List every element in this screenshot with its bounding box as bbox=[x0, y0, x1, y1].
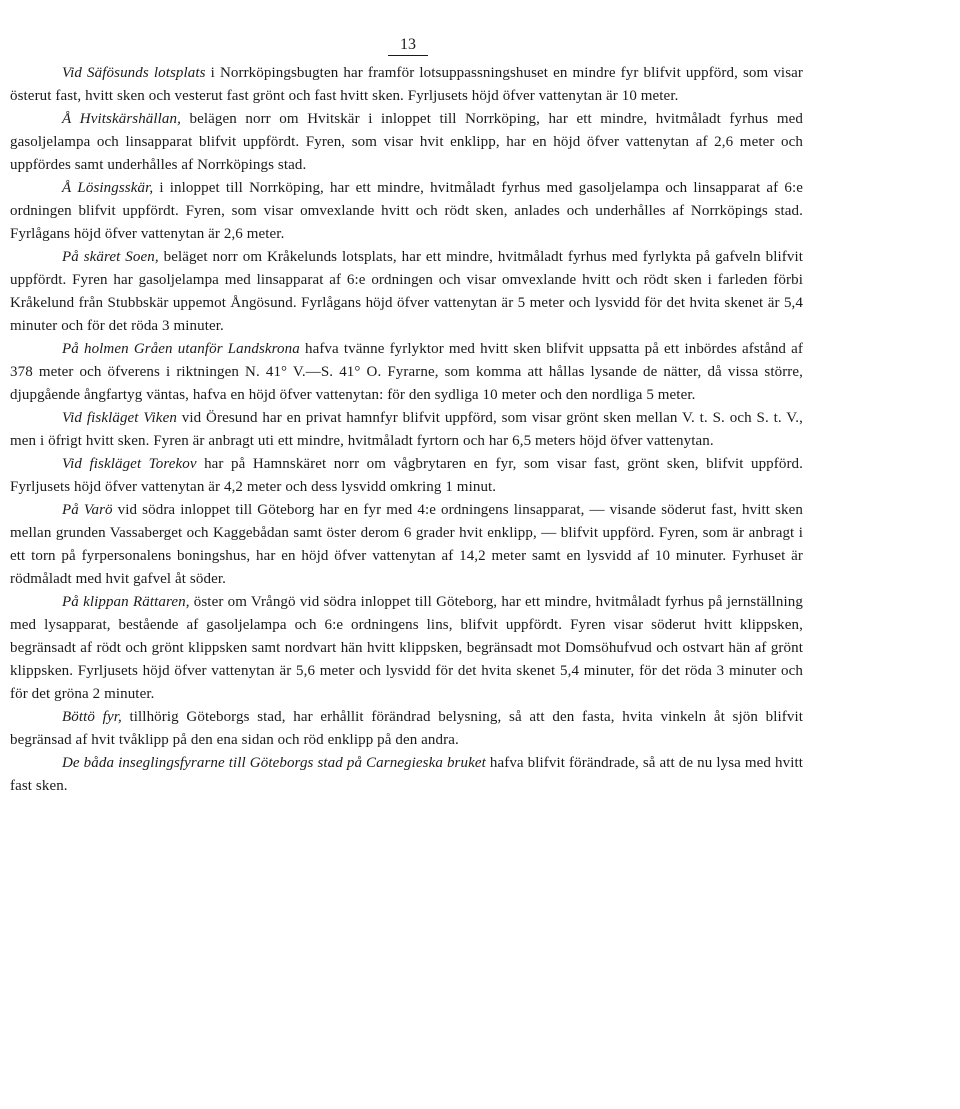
paragraph-lead: Å Lösingsskär, bbox=[62, 180, 154, 196]
paragraph-botto bbox=[10, 706, 803, 752]
paragraph-text: vid Öresund har en privat hamnfyr blifvit uppförd, som visar grönt sken mellan V. t. S. och S. t. V., men i öfrigt hvitt sken. Fyren är anbragt uti ett mindre, hvitmåladt fyrtorn och har 6,5 meters höjd öfver vattenytan. bbox=[10, 410, 803, 449]
paragraph-lead: På klippan Rättaren, bbox=[62, 594, 190, 610]
paragraph-losingsskar bbox=[10, 177, 803, 246]
paragraph-text: har på Hamnskäret norr om vågbrytaren en fyr, som visar fast, grönt sken, blifvit uppförd. Fyrljusets höjd öfver vattenytan är 4,2 meter och dess lysvidd omkring 1 minut. bbox=[10, 456, 804, 495]
paragraph-rattaren bbox=[10, 591, 803, 706]
paragraph-lead: På holmen Gråen utanför Landskrona bbox=[62, 341, 300, 357]
paragraph-text: tillhörig Göteborgs stad, har erhållit förändrad belysning, så att den fasta, hvita vinkeln åt sjön blifvit begränsad af hvit tvåklipp på den ena sidan och röd enklipp på den andra. bbox=[10, 709, 803, 748]
paragraph-lead: På skäret Soen, bbox=[62, 249, 159, 265]
paragraph-carnegieska bbox=[10, 752, 803, 798]
paragraph-lead: Vid fiskläget Viken bbox=[62, 410, 177, 426]
paragraph-safosund bbox=[10, 62, 803, 108]
paragraph-text: beläget norr om Kråkelunds lotsplats, har ett mindre, hvitmåladt fyrhus med fyrlykta på gafveln blifvit uppfördt. Fyren har gasoljelampa med linsapparat af 6:e ordningen och visar omvexlande hvitt och rödt sken i farleden förbi Kråkelund från Stubbskär uppemot Ångösund. Fyrlågans höjd öfver vattenytan är 5 meter och lysvidd för det hvita skenet är 5,4 minuter och för det röda 3 minuter. bbox=[10, 249, 803, 334]
paragraph-lead: Böttö fyr, bbox=[62, 709, 122, 725]
paragraph-lead: De båda inseglingsfyrarne till Göteborgs stad på Carnegieska bruket bbox=[62, 755, 486, 771]
paragraph-text: hafva blifvit förändrade, så att de nu lysa med hvitt fast sken. bbox=[10, 755, 803, 794]
page-number: 13 bbox=[388, 36, 428, 56]
paragraph-text: i Norrköpingsbugten har framför lotsuppassningshuset en mindre fyr blifvit uppförd, som visar österut fast, hvitt sken och vesterut fast grönt och fast hvitt sken. Fyrljusets höjd öfver vattenytan är 10 meter. bbox=[10, 65, 803, 104]
paragraph-viken bbox=[10, 407, 803, 453]
body-text bbox=[10, 62, 803, 798]
paragraph-torekov bbox=[10, 453, 803, 499]
paragraph-hvitskarshallan bbox=[10, 108, 803, 177]
paragraph-varo bbox=[10, 499, 803, 591]
paragraph-text: öster om Vrångö vid södra inloppet till Göteborg, har ett mindre, hvitmåladt fyrhus på jernställning med lysapparat, bestående af gasoljelampa och 6:e ordningens lins, blifvit uppfördt. Fyren visar söderut hvitt klippsken, begränsadt af rödt och grönt klippsken samt nordvart hän hvitt klippsken, begränsadt mot Domsöhufvud och ostvart hän af grönt klippsken. Fyrljusets höjd öfver vattenytan är 5,6 meter och lysvidd för det hvita skenet 5,4 minuter, för det röda 3 minuter och för det gröna 2 minuter. bbox=[10, 594, 803, 702]
paragraph-text: belägen norr om Hvitskär i inloppet till Norrköping, har ett mindre, hvitmåladt fyrhus med gasoljelampa och linsapparat blifvit uppfördt. Fyren, som visar hvit enklipp, har en höjd öfver vattenytan af 2,6 meter och uppfördes samt underhålles af Norrköpings stad. bbox=[10, 111, 804, 173]
paragraph-lead: Vid Säfösunds lotsplats bbox=[62, 65, 206, 81]
paragraph-lead: Vid fiskläget Torekov bbox=[62, 456, 197, 472]
paragraph-soen bbox=[10, 246, 803, 338]
paragraph-graen bbox=[10, 338, 803, 407]
paragraph-text: hafva tvänne fyrlyktor med hvitt sken blifvit uppsatta på ett inbördes afstånd af 378 meter och öfverens i riktningen N. 41° V.—S. 41° O. Fyrarne, som komma att hållas lysande de nätter, då vissa större, djupgående ångfartyg väntas, hafva en höjd öfver vattenytan: för den sydliga 10 meter och den nordliga 5 meter. bbox=[10, 341, 803, 403]
paragraph-text: i inloppet till Norrköping, har ett mindre, hvitmåladt fyrhus med gasoljelampa och linsapparat af 6:e ordningen blifvit uppfördt. Fyren, som visar omvexlande hvitt och rödt sken, anlades och underhålles af Norrköpings stad. Fyrlågans höjd öfver vattenytan är 2,6 meter. bbox=[10, 180, 803, 242]
paragraph-lead: Å Hvitskärshällan, bbox=[62, 111, 181, 127]
paragraph-text: vid södra inloppet till Göteborg har en fyr med 4:e ordningens linsapparat, — visande söderut fast, hvitt sken mellan grunden Vassaberget och Kaggebådan samt öster derom 6 grader hvit enklipp, — blifvit uppförd. Fyren, som är anbragt i ett torn på fyrpersonalens boningshus, har en höjd öfver vattenytan af 14,2 meter samt en lysvidd af 10 minuter. Fyrhuset är rödmåladt med hvit gafvel åt söder. bbox=[10, 502, 803, 587]
paragraph-lead: På Varö bbox=[62, 502, 113, 518]
